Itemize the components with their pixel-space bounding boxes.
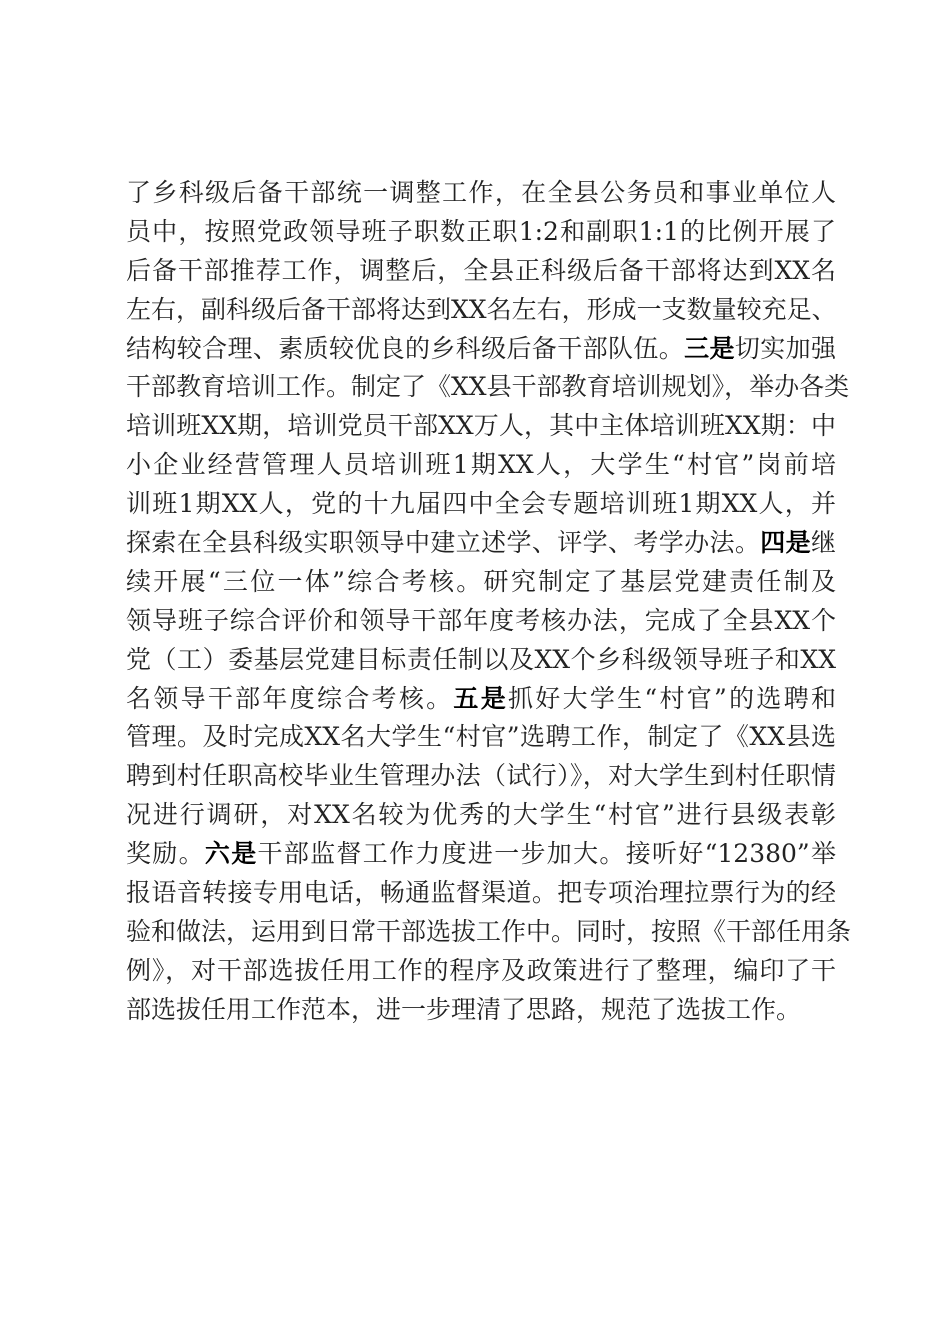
- text-segment: 况进行调研，对XX名较为优秀的大学生“村官”进行县级表彰: [126, 800, 836, 830]
- text-segment: 党（工）委基层党建目标责任制以及XX个乡科级领导班子和XX: [126, 644, 836, 674]
- text-segment: 继: [810, 528, 836, 558]
- text-segment: 切实加强: [734, 333, 836, 363]
- point-marker: 六是: [204, 839, 258, 869]
- text-line: [126, 680, 836, 719]
- text-line: [126, 252, 836, 291]
- text-line: [126, 991, 836, 1030]
- text-segment: 后备干部推荐工作，调整后，全县正科级后备干部将达到XX名: [126, 255, 836, 285]
- text-segment: 报语音转接专用电话，畅通监督渠道。把专项治理拉票行为的经: [126, 878, 836, 908]
- point-marker: 三是: [684, 333, 735, 363]
- text-line: [126, 835, 836, 874]
- text-segment: 训班1期XX人，党的十九届四中全会专题培训班1期XX人，并: [126, 489, 836, 519]
- text-segment: 探索在全县科级实职领导中建立述学、评学、考学办法。: [126, 528, 761, 558]
- point-marker: 五是: [453, 683, 508, 713]
- text-segment: 部选拔任用工作范本，进一步理清了思路，规范了选拔工作。: [126, 994, 802, 1024]
- text-segment: 领导班子综合评价和领导干部年度考核办法，完成了全县XX个: [126, 605, 836, 635]
- text-segment: 名领导干部年度综合考核。: [126, 683, 454, 713]
- text-line: [126, 641, 836, 680]
- text-line: [126, 757, 836, 796]
- text-line: [126, 874, 836, 913]
- text-segment: 小企业经营管理人员培训班1期XX人，大学生“村官”岗前培: [126, 450, 836, 480]
- text-line: [126, 213, 836, 252]
- text-segment: 聘到村任职高校毕业生管理办法（试行）》，对大学生到村任职情: [126, 761, 836, 791]
- text-line: [126, 368, 850, 407]
- text-segment: 结构较合理、素质较优良的乡科级后备干部队伍。: [126, 333, 685, 363]
- text-segment: 干部教育培训工作。制定了《XX县干部教育培训规划》，举办各类: [126, 372, 850, 402]
- text-segment: 左右，副科级后备干部将达到XX名左右，形成一支数量较充足、: [126, 294, 837, 324]
- text-segment: 员中，按照党政领导班子职数正职1:2和副职1:1的比例开展了: [126, 216, 836, 246]
- text-line: [126, 330, 836, 369]
- point-marker: 四是: [760, 528, 811, 558]
- text-line: [126, 718, 836, 757]
- text-line: [126, 407, 836, 446]
- text-line: [126, 952, 836, 991]
- text-segment: 例》，对干部选拔任用工作的程序及政策进行了整理，编印了干: [126, 955, 836, 985]
- text-segment: 培训班XX期，培训党员干部XX万人，其中主体培训班XX期：中: [126, 411, 836, 441]
- text-line: [126, 174, 836, 213]
- text-segment: 管理。及时完成XX名大学生“村官”选聘工作，制定了《XX县选: [126, 722, 836, 752]
- text-line: [126, 446, 836, 485]
- text-line: [126, 602, 836, 641]
- text-segment: 续开展“三位一体”综合考核。研究制定了基层党建责任制及: [126, 566, 836, 596]
- text-segment: 干部监督工作力度进一步加大。接听好“12380”举: [257, 839, 836, 869]
- text-line: [126, 524, 836, 563]
- text-line: [126, 291, 836, 330]
- text-line: [126, 913, 852, 952]
- text-segment: 奖励。: [126, 839, 205, 869]
- text-line: [126, 796, 836, 835]
- text-segment: 了乡科级后备干部统一调整工作，在全县公务员和事业单位人: [126, 178, 836, 207]
- text-segment: 验和做法，运用到日常干部选拔工作中。同时，按照《干部任用条: [126, 916, 852, 946]
- text-segment: 抓好大学生“村官”的选聘和: [508, 683, 836, 713]
- text-line: [126, 485, 836, 524]
- text-line: [126, 563, 836, 602]
- body-paragraph: [126, 174, 852, 1030]
